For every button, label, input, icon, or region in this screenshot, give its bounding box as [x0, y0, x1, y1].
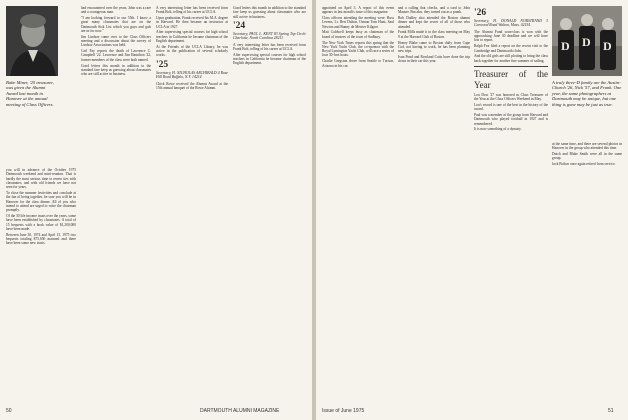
- paragraph: Charlie Gregston drove from Seattle to Tucson, Arizona in his car.: [322, 59, 394, 68]
- paragraph: Jack Bolton once again retired from service.: [552, 162, 616, 167]
- class-secretary: Secretary, PAUL L. KENT 83 Spring Top Circle Charlotte, North Carolina 28211: [233, 31, 306, 41]
- paragraph: Good letters this month in addition to the standard fare keep us guessing about classmates who are still active in business.: [233, 6, 306, 19]
- paragraph: "I am looking forward to our 55th. I know a great many classmates that are on the Dartmouth Sick List which you guys and gals are as for now.": [81, 16, 151, 33]
- paragraph: Lou's record is one of the best in the history of the award.: [474, 102, 548, 112]
- footer-page-number: 50: [6, 408, 12, 414]
- paragraph: had encountered over the years, John was a rare and a courageous man.: [81, 6, 151, 15]
- portrait-image: [6, 6, 58, 76]
- paragraph: Class officers attending the meeting were: Russ Levens, Lt. Bert Dalton, Osman Tom Hunt, Saul Newton and Bunny de Merrier Kilgore.: [322, 16, 394, 29]
- paragraph: appointed on April 3. A report of this event appears in last month's issue of this magazine.: [322, 6, 394, 15]
- portrait-photo: [6, 6, 58, 76]
- paragraph: The Alumni Fund soon-class is won with the approaching June 30 deadline and we will have lots to report.: [474, 29, 548, 43]
- right-column-1: [322, 6, 394, 400]
- left-column-3: [156, 6, 228, 400]
- paragraph: The New York Times reports this spring that the New York Yacht Club, the co-sponsor with the Royal Lymington Yacht Club, will race a series of four 30-foot boats.: [322, 40, 394, 58]
- class-year-heading: '24: [233, 20, 246, 31]
- class-secretary: Secretary, H. DONALD NORSTRAND 3 Garwood Road Walton, Mass. 02154: [474, 19, 548, 28]
- right-column-4: [552, 142, 622, 400]
- paragraph: Jim Lindsav came over to the Class Officers meeting and a discussion about the survey of Lindsav Associations was held.: [81, 34, 151, 48]
- paragraph: Lou Dow '27 was honored as Class Treasurer of the Year at the Class Officers Weekend in May.: [474, 92, 548, 102]
- paragraph: Bob Dudley also attended the Boston alumni dinner and kept the secret of all of those who attended.: [398, 16, 470, 29]
- paragraph: Honey Blake came to Boston daily from Cape Cod, not having to work, he has been planning new trips.: [398, 40, 470, 54]
- svg-text:D: D: [582, 35, 591, 49]
- family-photo: [552, 6, 622, 76]
- paragraph: Ralph Fox filed a report on the recent visit to the Cambridge and Dartmouth clubs.: [474, 44, 548, 53]
- svg-text:D: D: [561, 39, 570, 53]
- paragraph: Chick Rowe received the Alumni Award at the 15th annual banquet of the Rowe Alumni.: [156, 81, 228, 90]
- paragraph: Ivan Pond and Rowland Cutts have done the trip down in their car this year.: [398, 54, 470, 64]
- left-page: [0, 0, 312, 420]
- footer-page-number: 51: [608, 408, 614, 414]
- right-column-2: [398, 6, 470, 400]
- class-secretary: Secretary, H. NICHOLAS ARCHIBALD 4 Rose Hill Road Buffalo, N.Y. 14214: [156, 70, 228, 80]
- paragraph: After supervising special courses for high school teachers in California he became chairman of the English department.: [156, 30, 228, 44]
- paragraph: at the same time, and there are several photos in Hanover in the group who attended this time.: [552, 142, 622, 151]
- photo-caption: A truly three-D family are the Austin-Church '26, Nick '57, and Frank. One year, the same photographers at Dartmouth may be unique, but one thing is gone may be just as true.: [552, 80, 622, 107]
- paragraph: you will in advance of the October 1975 Dartmouth weekend and mini-reunion. That is hardly the most serious time to renew ties with classmates, and with old friends we have not seen for years.: [6, 168, 76, 190]
- paragraph: A very interesting letter has been received from Frank Bolt, telling of his career at UCLA.: [233, 42, 306, 51]
- paragraph: and a calling that checks, and a card to John Mauser. But alas, they turned out as a prank.: [398, 6, 470, 15]
- left-column-2: [81, 6, 151, 400]
- paragraph: At the Friends of the UCLA Library, he was active in the publication of several scholarly works.: [156, 44, 228, 58]
- paragraph: Between June 30, 1974 and April 15, 1975 two bequests totaling $75,650 matured and there have been some new trusts.: [6, 232, 76, 246]
- family-image: [552, 6, 622, 76]
- svg-text:D: D: [603, 39, 612, 53]
- treasurer-heading: Treasurer of the Year: [474, 66, 548, 91]
- footer-issue-date: Issue of June 1975: [322, 408, 365, 414]
- right-column-3: [474, 6, 548, 400]
- left-column-1: [6, 168, 76, 400]
- paragraph: Paul was a member of the group from Harvard and Dartmouth who played football in 1927 and is remembered.: [474, 113, 548, 126]
- paragraph: A very interesting letter has been received from Frank Bolt, telling of his career at UCLA.: [156, 6, 228, 15]
- paragraph: It is now something of a dynasty.: [474, 127, 522, 132]
- right-page: [316, 0, 628, 420]
- paragraph: Dutch and Blake Smith were all in the same group.: [552, 152, 622, 161]
- paragraph: Of the 30 life income trusts over the years, some have been established by classmates. A total of 15 bequests with a book value of $1,200,000 have been made.: [6, 213, 76, 231]
- paragraph: Frank Mills made it to the class meeting on May 9 at the Harvard Club of Boston.: [398, 30, 470, 39]
- paragraph: After supervising special courses for high school teachers in California he became chairman of the English department.: [233, 52, 306, 66]
- footer-magazine-title: DARTMOUTH ALUMNI MAGAZINE: [200, 408, 280, 414]
- paragraph: Good letters this month in addition to the standard fare keep us guessing about classmates who are still active in business.: [81, 63, 151, 77]
- photo-caption: Babe Miner, '25 treasurer, was given the Alumni Award last month in Hanover at the annual meeting of Class Officers.: [6, 80, 54, 107]
- class-year-heading: '25: [156, 59, 169, 70]
- left-column-4: [233, 6, 306, 400]
- paragraph: Carl Fay reports the death of Lawrence C. Campbell '22. Lawrence and Jim Hamilton '22, former members of the class were both named.: [81, 49, 151, 62]
- paragraph: To close the summer festivities and conclude at the fun of being together, be sure you will be in Hanover for the class dinner. All of you who intend to attend are urged to write the chairman promptly.: [6, 190, 76, 213]
- paragraph: Matt Caldwell keeps busy as chairman of the board of trustees of the town of Sudbury.: [322, 30, 394, 39]
- class-year-heading: '26: [474, 8, 487, 18]
- paragraph: And the old girls are still plotting to bring the class back together for another fine summer of sailing.: [474, 54, 548, 63]
- paragraph: Upon graduation, Frank received his M.A. degree in Harvard. He then became an instructor at UCLA in 1927.: [156, 16, 228, 29]
